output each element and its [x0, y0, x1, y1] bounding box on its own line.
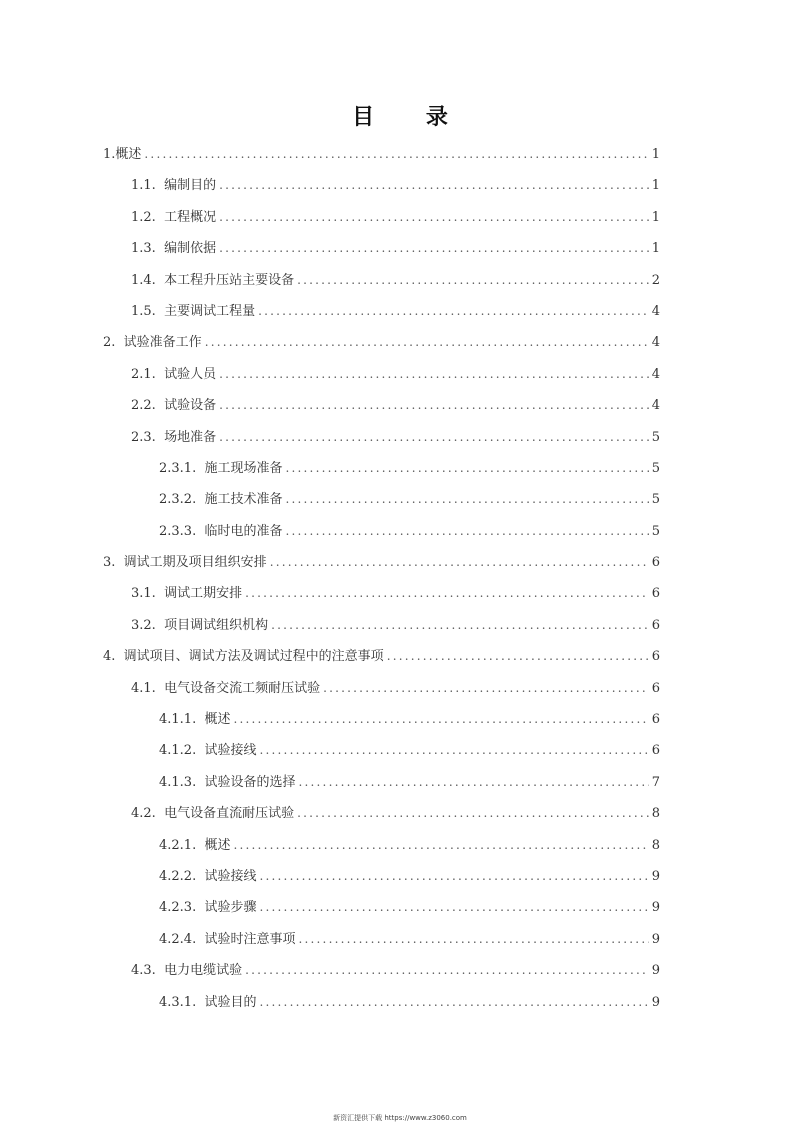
- toc-entry-page: 9: [651, 931, 660, 947]
- toc-entry-number: 4.: [103, 649, 124, 665]
- toc-entry-page: 1: [651, 147, 660, 162]
- toc-entry-title: 试验接线: [204, 743, 257, 759]
- toc-leader-dots: [260, 869, 649, 883]
- toc-entry-page: 7: [651, 774, 660, 790]
- toc-entry[interactable]: [103, 708, 660, 739]
- toc-entry-page: 9: [651, 868, 660, 884]
- toc-entry[interactable]: [103, 363, 660, 394]
- toc-leader-dots: [323, 681, 649, 695]
- toc-leader-dots: [219, 398, 649, 412]
- toc-entry-page: 9: [651, 900, 660, 916]
- toc-entry-page: 6: [651, 680, 660, 696]
- toc-leader-dots: [260, 743, 649, 757]
- toc-entry-title: 调试项目、调试方法及调试过程中的注意事项: [123, 649, 384, 665]
- toc-entry-number: 2.: [103, 335, 124, 351]
- toc-leader-dots: [286, 461, 649, 475]
- toc-entry-title: 工程概况: [164, 209, 217, 225]
- toc-entry-number: 3.1.: [131, 586, 165, 602]
- toc-entry-number: 4.1.1.: [159, 712, 205, 728]
- toc-entry-title: 试验接线: [204, 868, 257, 884]
- toc-entry-number: 4.1.2.: [159, 743, 205, 759]
- toc-entry-number: 3.: [103, 555, 124, 571]
- toc-entry-number: 1.5.: [131, 303, 165, 319]
- toc-entry-number: 4.2.: [131, 806, 165, 822]
- toc-entry-page: 4: [651, 366, 660, 382]
- toc-entry-number: 1.2.: [131, 209, 165, 225]
- toc-entry-title: 概述: [204, 712, 231, 728]
- toc-entry-number: 2.3.3.: [159, 523, 205, 539]
- toc-entry-title: 临时电的准备: [204, 523, 283, 539]
- toc-entry[interactable]: [103, 551, 660, 582]
- toc-entry-title: 试验准备工作: [123, 335, 202, 351]
- toc-entry-title: 电气设备直流耐压试验: [164, 806, 295, 822]
- toc-entry[interactable]: [103, 739, 660, 770]
- toc-entry-title: 施工技术准备: [204, 492, 283, 508]
- toc-entry[interactable]: [103, 143, 660, 174]
- toc-entry-number: 1.1.: [131, 178, 165, 194]
- toc-entry-page: 5: [651, 492, 660, 508]
- toc-entry[interactable]: [103, 991, 660, 1022]
- toc-entry[interactable]: [103, 677, 660, 708]
- toc-entry-number: 4.2.4.: [159, 931, 205, 947]
- toc-entry-number: 2.3.: [131, 429, 165, 445]
- toc-entry-title: 调试工期及项目组织安排: [123, 555, 267, 571]
- toc-leader-dots: [245, 963, 649, 977]
- toc-entry-number: 4.3.1.: [159, 994, 205, 1010]
- toc-entry[interactable]: [103, 928, 660, 959]
- table-of-contents: [103, 143, 660, 1022]
- toc-entry-title: 施工现场准备: [204, 460, 283, 476]
- toc-entry-title: 概述: [115, 147, 142, 162]
- toc-entry-page: 6: [651, 743, 660, 759]
- toc-entry-number: 1.4.: [131, 272, 165, 288]
- toc-entry-page: 4: [651, 398, 660, 414]
- toc-leader-dots: [219, 210, 649, 224]
- toc-entry-page: 1: [651, 209, 660, 225]
- toc-leader-dots: [219, 178, 649, 192]
- toc-entry-page: 4: [651, 335, 660, 351]
- toc-entry[interactable]: [103, 269, 660, 300]
- toc-entry-title: 试验设备的选择: [204, 774, 296, 790]
- toc-entry-title: 概述: [204, 837, 231, 853]
- toc-leader-dots: [271, 618, 649, 632]
- toc-entry-number: 1.3.: [131, 241, 165, 257]
- toc-entry-number: 2.3.1.: [159, 460, 205, 476]
- toc-entry-page: 6: [651, 712, 660, 728]
- toc-leader-dots: [258, 304, 649, 318]
- toc-entry-page: 5: [651, 460, 660, 476]
- toc-entry-number: 3.2.: [131, 617, 165, 633]
- toc-leader-dots: [299, 932, 649, 946]
- toc-entry[interactable]: [103, 834, 660, 865]
- toc-entry[interactable]: [103, 300, 660, 331]
- toc-entry-page: 6: [651, 555, 660, 571]
- toc-entry-page: 6: [651, 617, 660, 633]
- page-title: 目 录: [352, 105, 470, 130]
- toc-entry-title: 项目调试组织机构: [164, 617, 269, 633]
- toc-entry[interactable]: [103, 394, 660, 425]
- toc-leader-dots: [387, 649, 649, 663]
- toc-leader-dots: [260, 995, 649, 1009]
- toc-entry-number: 4.1.: [131, 680, 165, 696]
- toc-leader-dots: [297, 273, 649, 287]
- toc-entry-page: 6: [651, 586, 660, 602]
- toc-entry[interactable]: [103, 237, 660, 268]
- toc-entry[interactable]: [103, 582, 660, 613]
- toc-entry-title: 电气设备交流工频耐压试验: [164, 680, 321, 696]
- toc-entry[interactable]: [103, 520, 660, 551]
- toc-leader-dots: [219, 430, 649, 444]
- toc-entry[interactable]: [103, 488, 660, 519]
- toc-entry[interactable]: [103, 959, 660, 990]
- toc-entry[interactable]: [103, 771, 660, 802]
- toc-entry-title: 试验目的: [204, 994, 257, 1010]
- toc-entry-number: 2.1.: [131, 366, 165, 382]
- toc-leader-dots: [205, 335, 649, 349]
- toc-entry-number: 4.2.1.: [159, 837, 205, 853]
- toc-entry-number: 4.1.3.: [159, 774, 205, 790]
- toc-entry[interactable]: [103, 426, 660, 457]
- toc-entry-title: 调试工期安排: [164, 586, 243, 602]
- toc-entry-number: 4.2.2.: [159, 868, 205, 884]
- toc-leader-dots: [297, 806, 649, 820]
- toc-leader-dots: [245, 586, 649, 600]
- toc-entry-page: 6: [651, 649, 660, 665]
- toc-leader-dots: [286, 492, 649, 506]
- toc-entry[interactable]: [103, 645, 660, 676]
- toc-entry-page: 4: [651, 303, 660, 319]
- toc-entry-title: 试验时注意事项: [204, 931, 296, 947]
- toc-entry-number: 4.2.3.: [159, 900, 205, 916]
- toc-entry-page: 1: [651, 178, 660, 194]
- toc-entry[interactable]: [103, 457, 660, 488]
- toc-leader-dots: [144, 147, 648, 161]
- toc-entry-page: 9: [651, 994, 660, 1010]
- toc-entry[interactable]: [103, 331, 660, 362]
- toc-entry[interactable]: [103, 802, 660, 833]
- toc-entry-number: 2.2.: [131, 398, 165, 414]
- toc-leader-dots: [219, 367, 649, 381]
- toc-entry-page: 9: [651, 963, 660, 979]
- toc-entry-title: 本工程升压站主要设备: [164, 272, 295, 288]
- footer-watermark: 新资汇提供下载 https://www.z3060.com: [333, 1114, 467, 1122]
- toc-entry[interactable]: [103, 896, 660, 927]
- toc-entry-page: 8: [651, 806, 660, 822]
- toc-entry-title: 编制依据: [164, 241, 217, 257]
- toc-entry[interactable]: [103, 206, 660, 237]
- toc-entry-title: 场地准备: [164, 429, 217, 445]
- toc-entry-number: 2.3.2.: [159, 492, 205, 508]
- toc-entry-page: 2: [651, 272, 660, 288]
- toc-entry-page: 5: [651, 523, 660, 539]
- toc-leader-dots: [270, 555, 649, 569]
- toc-entry-number: 4.3.: [131, 963, 165, 979]
- toc-entry[interactable]: [103, 614, 660, 645]
- toc-entry-page: 8: [651, 837, 660, 853]
- toc-entry[interactable]: [103, 865, 660, 896]
- toc-entry-page: 1: [651, 241, 660, 257]
- toc-entry-title: 电力电缆试验: [164, 963, 243, 979]
- toc-entry-page: 5: [651, 429, 660, 445]
- toc-entry[interactable]: [103, 174, 660, 205]
- toc-entry-title: 试验步骤: [204, 900, 257, 916]
- toc-leader-dots: [286, 524, 649, 538]
- toc-entry-title: 试验设备: [164, 398, 217, 414]
- toc-entry-title: 编制目的: [164, 178, 217, 194]
- toc-leader-dots: [260, 900, 649, 914]
- toc-leader-dots: [234, 712, 649, 726]
- toc-leader-dots: [299, 775, 649, 789]
- toc-entry-title: 主要调试工程量: [164, 303, 256, 319]
- toc-entry-number: 1.: [103, 147, 116, 162]
- toc-leader-dots: [219, 241, 649, 255]
- toc-leader-dots: [234, 838, 649, 852]
- toc-entry-title: 试验人员: [164, 366, 217, 382]
